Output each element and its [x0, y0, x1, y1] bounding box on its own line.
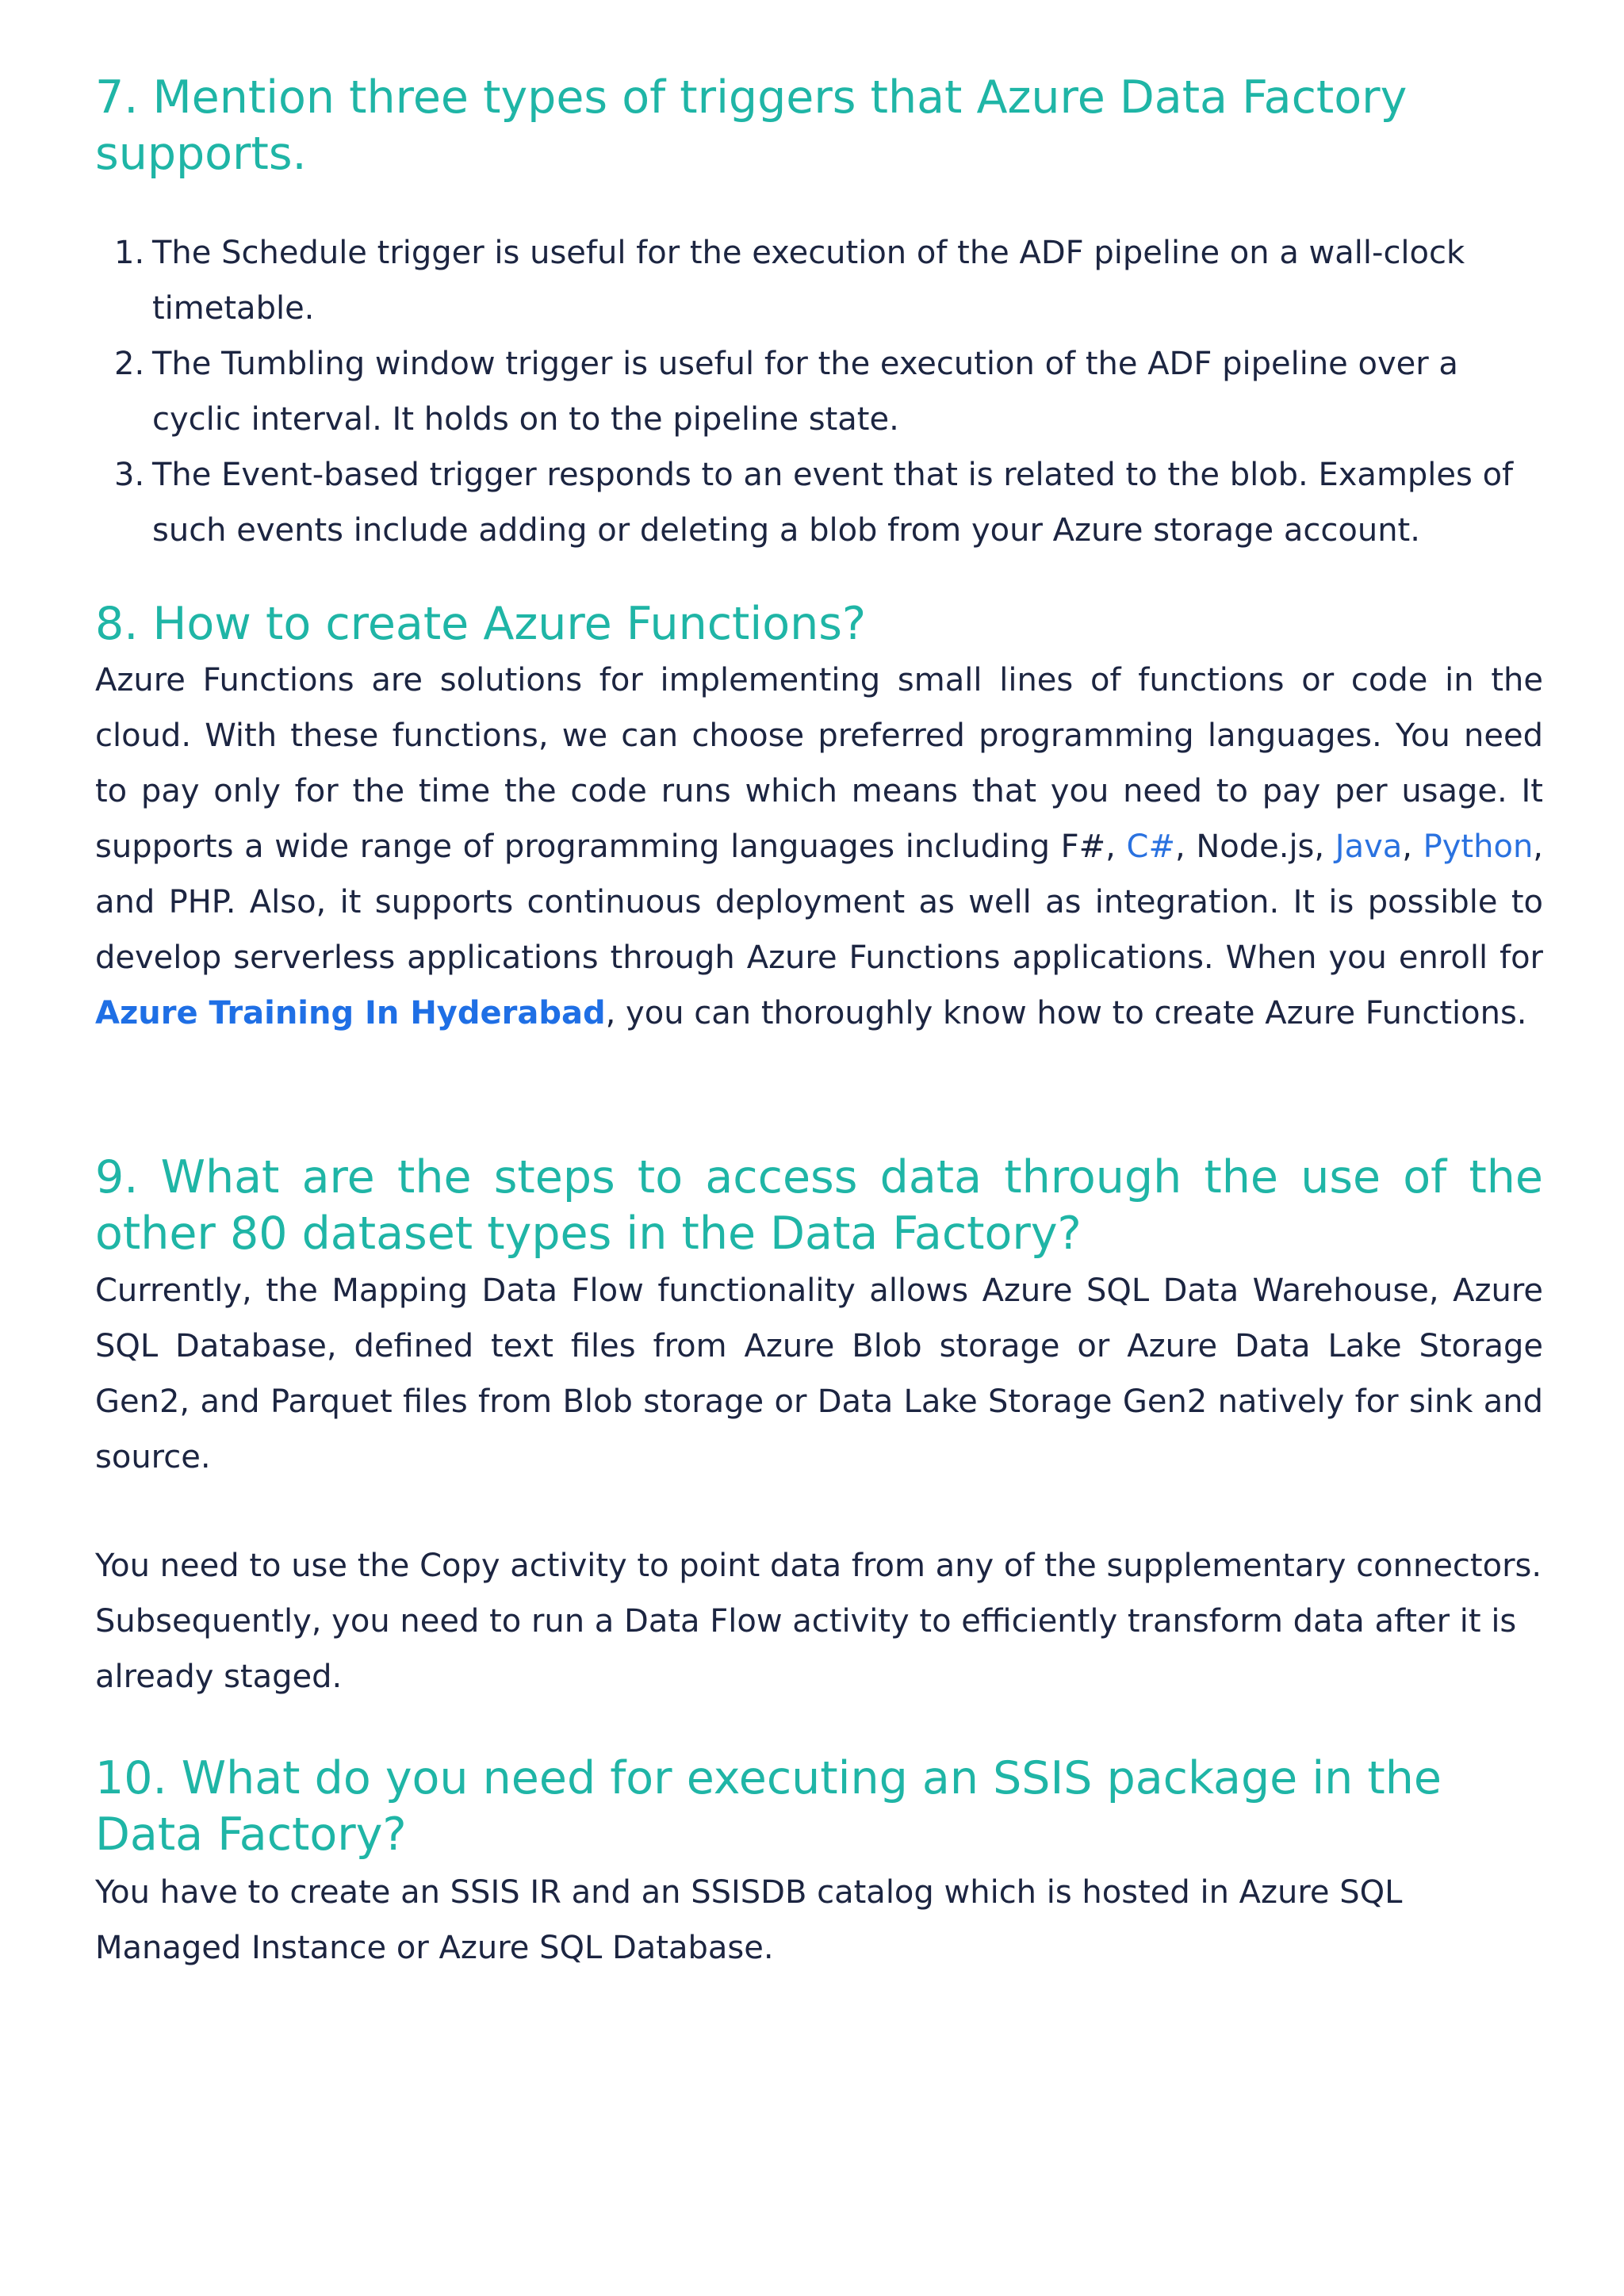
question-7-heading: 7. Mention three types of triggers that Azure Data Factory supports.: [95, 71, 1408, 180]
azure-training-link[interactable]: Azure Training In Hyderabad: [95, 995, 606, 1031]
question-8-paragraph: [95, 652, 1543, 1041]
paragraph-text: , you can thoroughly know how to create Azure Functions.: [605, 995, 1527, 1031]
list-item-number: 3.: [114, 457, 145, 493]
list-item-number: 2.: [114, 346, 145, 382]
java-link[interactable]: Java: [1335, 828, 1403, 865]
trigger-types-list: [95, 225, 1543, 558]
paragraph-text: ,: [1402, 828, 1423, 865]
list-item: [95, 225, 1543, 336]
python-link[interactable]: Python: [1423, 828, 1534, 865]
list-item-number: 1.: [114, 235, 145, 271]
list-item-text: The Tumbling window trigger is useful for the execution of the ADF pipeline over a cyclic interval. It holds on to the pipeline state.: [152, 346, 1458, 438]
list-item-text: The Event-based trigger responds to an event that is related to the blob. Examples of such events include adding or deleting a blob from your Azure storage account.: [152, 457, 1514, 549]
list-item: [95, 336, 1543, 447]
paragraph-text: , Node.js,: [1174, 828, 1335, 865]
list-item: [95, 447, 1543, 558]
paragraph-text: , and PHP. Also, it supports continuous deployment as well as integration. It is possible to develop serverless applications through Azure Functions applications. When you enroll for: [95, 828, 1544, 976]
question-9-paragraph-2: You need to use the Copy activity to point data from any of the supplementary connectors. Subsequently, you need to run a Data Flow activity to efficiently transform data after it is already staged.: [95, 1548, 1542, 1695]
paragraph-text: Azure Functions are solutions for implementing small lines of functions or code in the cloud. With these functions, we can choose preferred programming languages. You need to pay only for the time the code runs which means that you need to pay per usage. It supports a wide range of programming languages including F#,: [95, 662, 1543, 865]
question-9-heading: 9. What are the steps to access data through the use of the other 80 dataset types in the Data Factory?: [95, 1151, 1543, 1260]
list-item-text: The Schedule trigger is useful for the execution of the ADF pipeline on a wall-clock timetable.: [152, 235, 1465, 327]
question-8-heading: 8. How to create Azure Functions?: [95, 598, 867, 650]
csharp-link[interactable]: C#: [1126, 828, 1175, 865]
question-10-heading: 10. What do you need for executing an SSIS package in the Data Factory?: [95, 1752, 1442, 1861]
question-10-paragraph: You have to create an SSIS IR and an SSISDB catalog which is hosted in Azure SQL Managed Instance or Azure SQL Database.: [95, 1874, 1403, 1966]
question-9-paragraph-1: Currently, the Mapping Data Flow functionality allows Azure SQL Data Warehouse, Azure SQL Database, defined text files from Azure Blob storage or Azure Data Lake Storage Gen2, and Parquet files from Blob storage or Data Lake Storage Gen2 natively for sink and source.: [95, 1272, 1543, 1475]
